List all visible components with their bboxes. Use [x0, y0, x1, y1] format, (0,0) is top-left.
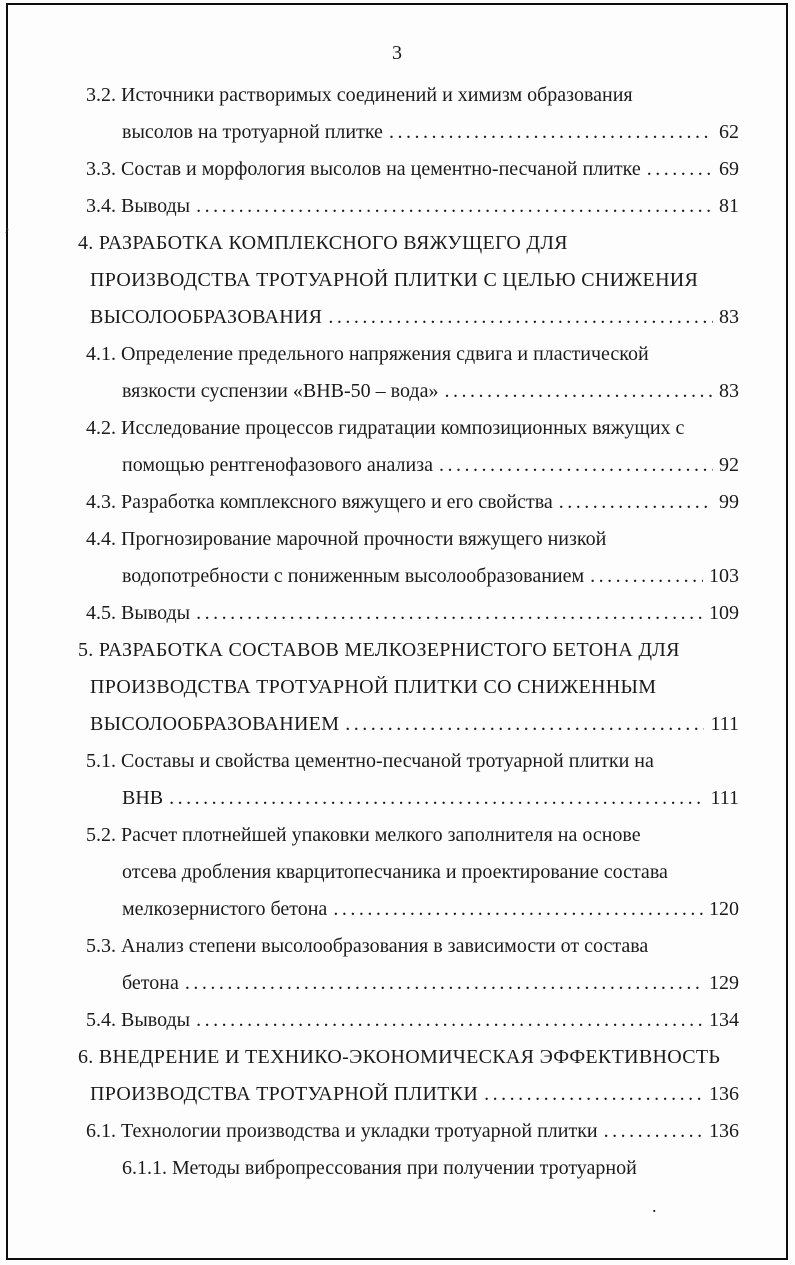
toc-entry-text: 3.2. Источники растворимых соединений и химизм образования — [86, 84, 633, 106]
scan-artifact-mark: ’ — [4, 224, 10, 244]
toc-row — [0, 669, 795, 706]
toc-row — [0, 595, 795, 632]
toc — [0, 77, 795, 1187]
toc-row — [0, 1076, 795, 1113]
scan-artifact-dot: . — [652, 1196, 657, 1216]
toc-entry-text: ПРОИЗВОДСТВА ТРОТУАРНОЙ ПЛИТКИ — [90, 1083, 479, 1105]
dot-leader — [439, 447, 713, 484]
toc-row — [0, 521, 795, 558]
toc-row — [0, 1002, 795, 1039]
dot-leader — [196, 595, 703, 632]
toc-row — [0, 780, 795, 817]
toc-entry-text: 4.4. Прогнозирование марочной прочности вяжущего низкой — [86, 528, 607, 550]
toc-entry-text: 4.5. Выводы — [86, 602, 191, 624]
toc-page-number: 103 — [709, 565, 739, 587]
toc-row — [0, 891, 795, 928]
toc-page-number: 69 — [719, 158, 739, 180]
toc-entry-text: 5.4. Выводы — [86, 1009, 191, 1031]
dot-leader — [604, 1113, 703, 1150]
toc-page-number: 92 — [719, 454, 739, 476]
toc-row — [0, 1113, 795, 1150]
toc-page-number: 111 — [710, 787, 739, 809]
toc-entry-text: 6.1.1. Методы вибропрессования при получении тротуарной — [122, 1157, 637, 1179]
dot-leader — [484, 1076, 703, 1113]
dot-leader — [333, 891, 703, 928]
toc-page-number: 134 — [709, 1009, 739, 1031]
dot-leader — [345, 706, 704, 743]
toc-row — [0, 225, 795, 262]
dot-leader — [647, 151, 713, 188]
toc-entry-text: 4. РАЗРАБОТКА КОМПЛЕКСНОГО ВЯЖУЩЕГО ДЛЯ — [78, 232, 568, 254]
toc-row — [0, 854, 795, 891]
toc-page-number: 136 — [709, 1120, 739, 1142]
toc-page-number: 129 — [709, 972, 739, 994]
toc-entry-text: ВНВ — [122, 787, 164, 809]
dot-leader — [169, 780, 704, 817]
toc-entry-text: помощью рентгенофазового анализа — [122, 454, 434, 476]
toc-page-number: 99 — [719, 491, 739, 513]
dot-leader — [389, 114, 713, 151]
dot-leader — [559, 484, 713, 521]
dot-leader — [590, 558, 703, 595]
toc-entry-text: 5.1. Составы и свойства цементно-песчаной тротуарной плитки на — [86, 750, 654, 772]
toc-row — [0, 928, 795, 965]
toc-row — [0, 447, 795, 484]
toc-page-number: 136 — [709, 1083, 739, 1105]
toc-entry-text: 5.3. Анализ степени высолообразования в зависимости от состава — [86, 935, 649, 957]
toc-entry-text: 5. РАЗРАБОТКА СОСТАВОВ МЕЛКОЗЕРНИСТОГО БЕТОНА ДЛЯ — [78, 639, 680, 661]
toc-entry-text: водопотребности с пониженным высолообразованием — [122, 565, 585, 587]
toc-entry-text: 6.1. Технологии производства и укладки тротуарной плитки — [86, 1120, 598, 1142]
toc-page-number: 81 — [719, 195, 739, 217]
toc-entry-text: 3.4. Выводы — [86, 195, 191, 217]
toc-entry-text: ПРОИЗВОДСТВА ТРОТУАРНОЙ ПЛИТКИ СО СНИЖЕННЫМ — [90, 676, 657, 698]
toc-entry-text: ВЫСОЛООБРАЗОВАНИЕМ — [90, 713, 340, 735]
toc-entry-text: 4.1. Определение предельного напряжения сдвига и пластической — [86, 343, 649, 365]
toc-entry-text: 4.3. Разработка комплексного вяжущего и его свойства — [86, 491, 553, 513]
toc-row — [0, 262, 795, 299]
toc-entry-text: высолов на тротуарной плитке — [122, 121, 383, 143]
toc-row — [0, 114, 795, 151]
toc-entry-text: 3.3. Состав и морфология высолов на цементно-песчаной плитке — [86, 158, 641, 180]
toc-page-number: 83 — [719, 380, 739, 402]
toc-entry-text: 4.2. Исследование процессов гидратации композиционных вяжущих с — [86, 417, 685, 439]
toc-entry-text: бетона — [122, 972, 179, 994]
toc-page-number: 62 — [719, 121, 739, 143]
page-number: 3 — [392, 42, 403, 64]
dot-leader — [196, 188, 713, 225]
dot-leader — [196, 1002, 703, 1039]
toc-entry-text: 6. ВНЕДРЕНИЕ И ТЕХНИКО-ЭКОНОМИЧЕСКАЯ ЭФФЕКТИВНОСТЬ — [78, 1046, 721, 1068]
toc-row — [0, 77, 795, 114]
toc-page-number: 83 — [719, 306, 739, 328]
toc-row — [0, 410, 795, 447]
toc-page-number: 109 — [709, 602, 739, 624]
dot-leader — [328, 299, 713, 336]
toc-page-number: 120 — [709, 898, 739, 920]
toc-row — [0, 706, 795, 743]
toc-row — [0, 1039, 795, 1076]
toc-row — [0, 299, 795, 336]
toc-entry-text: 5.2. Расчет плотнейшей упаковки мелкого заполнителя на основе — [86, 824, 641, 846]
toc-row — [0, 558, 795, 595]
toc-row — [0, 817, 795, 854]
toc-row — [0, 484, 795, 521]
toc-page-number: 111 — [710, 713, 739, 735]
toc-row — [0, 632, 795, 669]
dot-leader — [444, 373, 713, 410]
dot-leader — [185, 965, 703, 1002]
toc-entry-text: ПРОИЗВОДСТВА ТРОТУАРНОЙ ПЛИТКИ С ЦЕЛЬЮ СНИЖЕНИЯ — [90, 269, 699, 291]
toc-row — [0, 1150, 795, 1187]
toc-entry-text: вязкости суспензии «ВНВ-50 – вода» — [122, 380, 439, 402]
toc-row — [0, 965, 795, 1002]
toc-row — [0, 151, 795, 188]
toc-row — [0, 373, 795, 410]
toc-row — [0, 188, 795, 225]
toc-entry-text: отсева дробления кварцитопесчаника и проектирование состава — [122, 861, 668, 883]
toc-row — [0, 336, 795, 373]
toc-entry-text: ВЫСОЛООБРАЗОВАНИЯ — [90, 306, 323, 328]
toc-row — [0, 743, 795, 780]
toc-entry-text: мелкозернистого бетона — [122, 898, 328, 920]
